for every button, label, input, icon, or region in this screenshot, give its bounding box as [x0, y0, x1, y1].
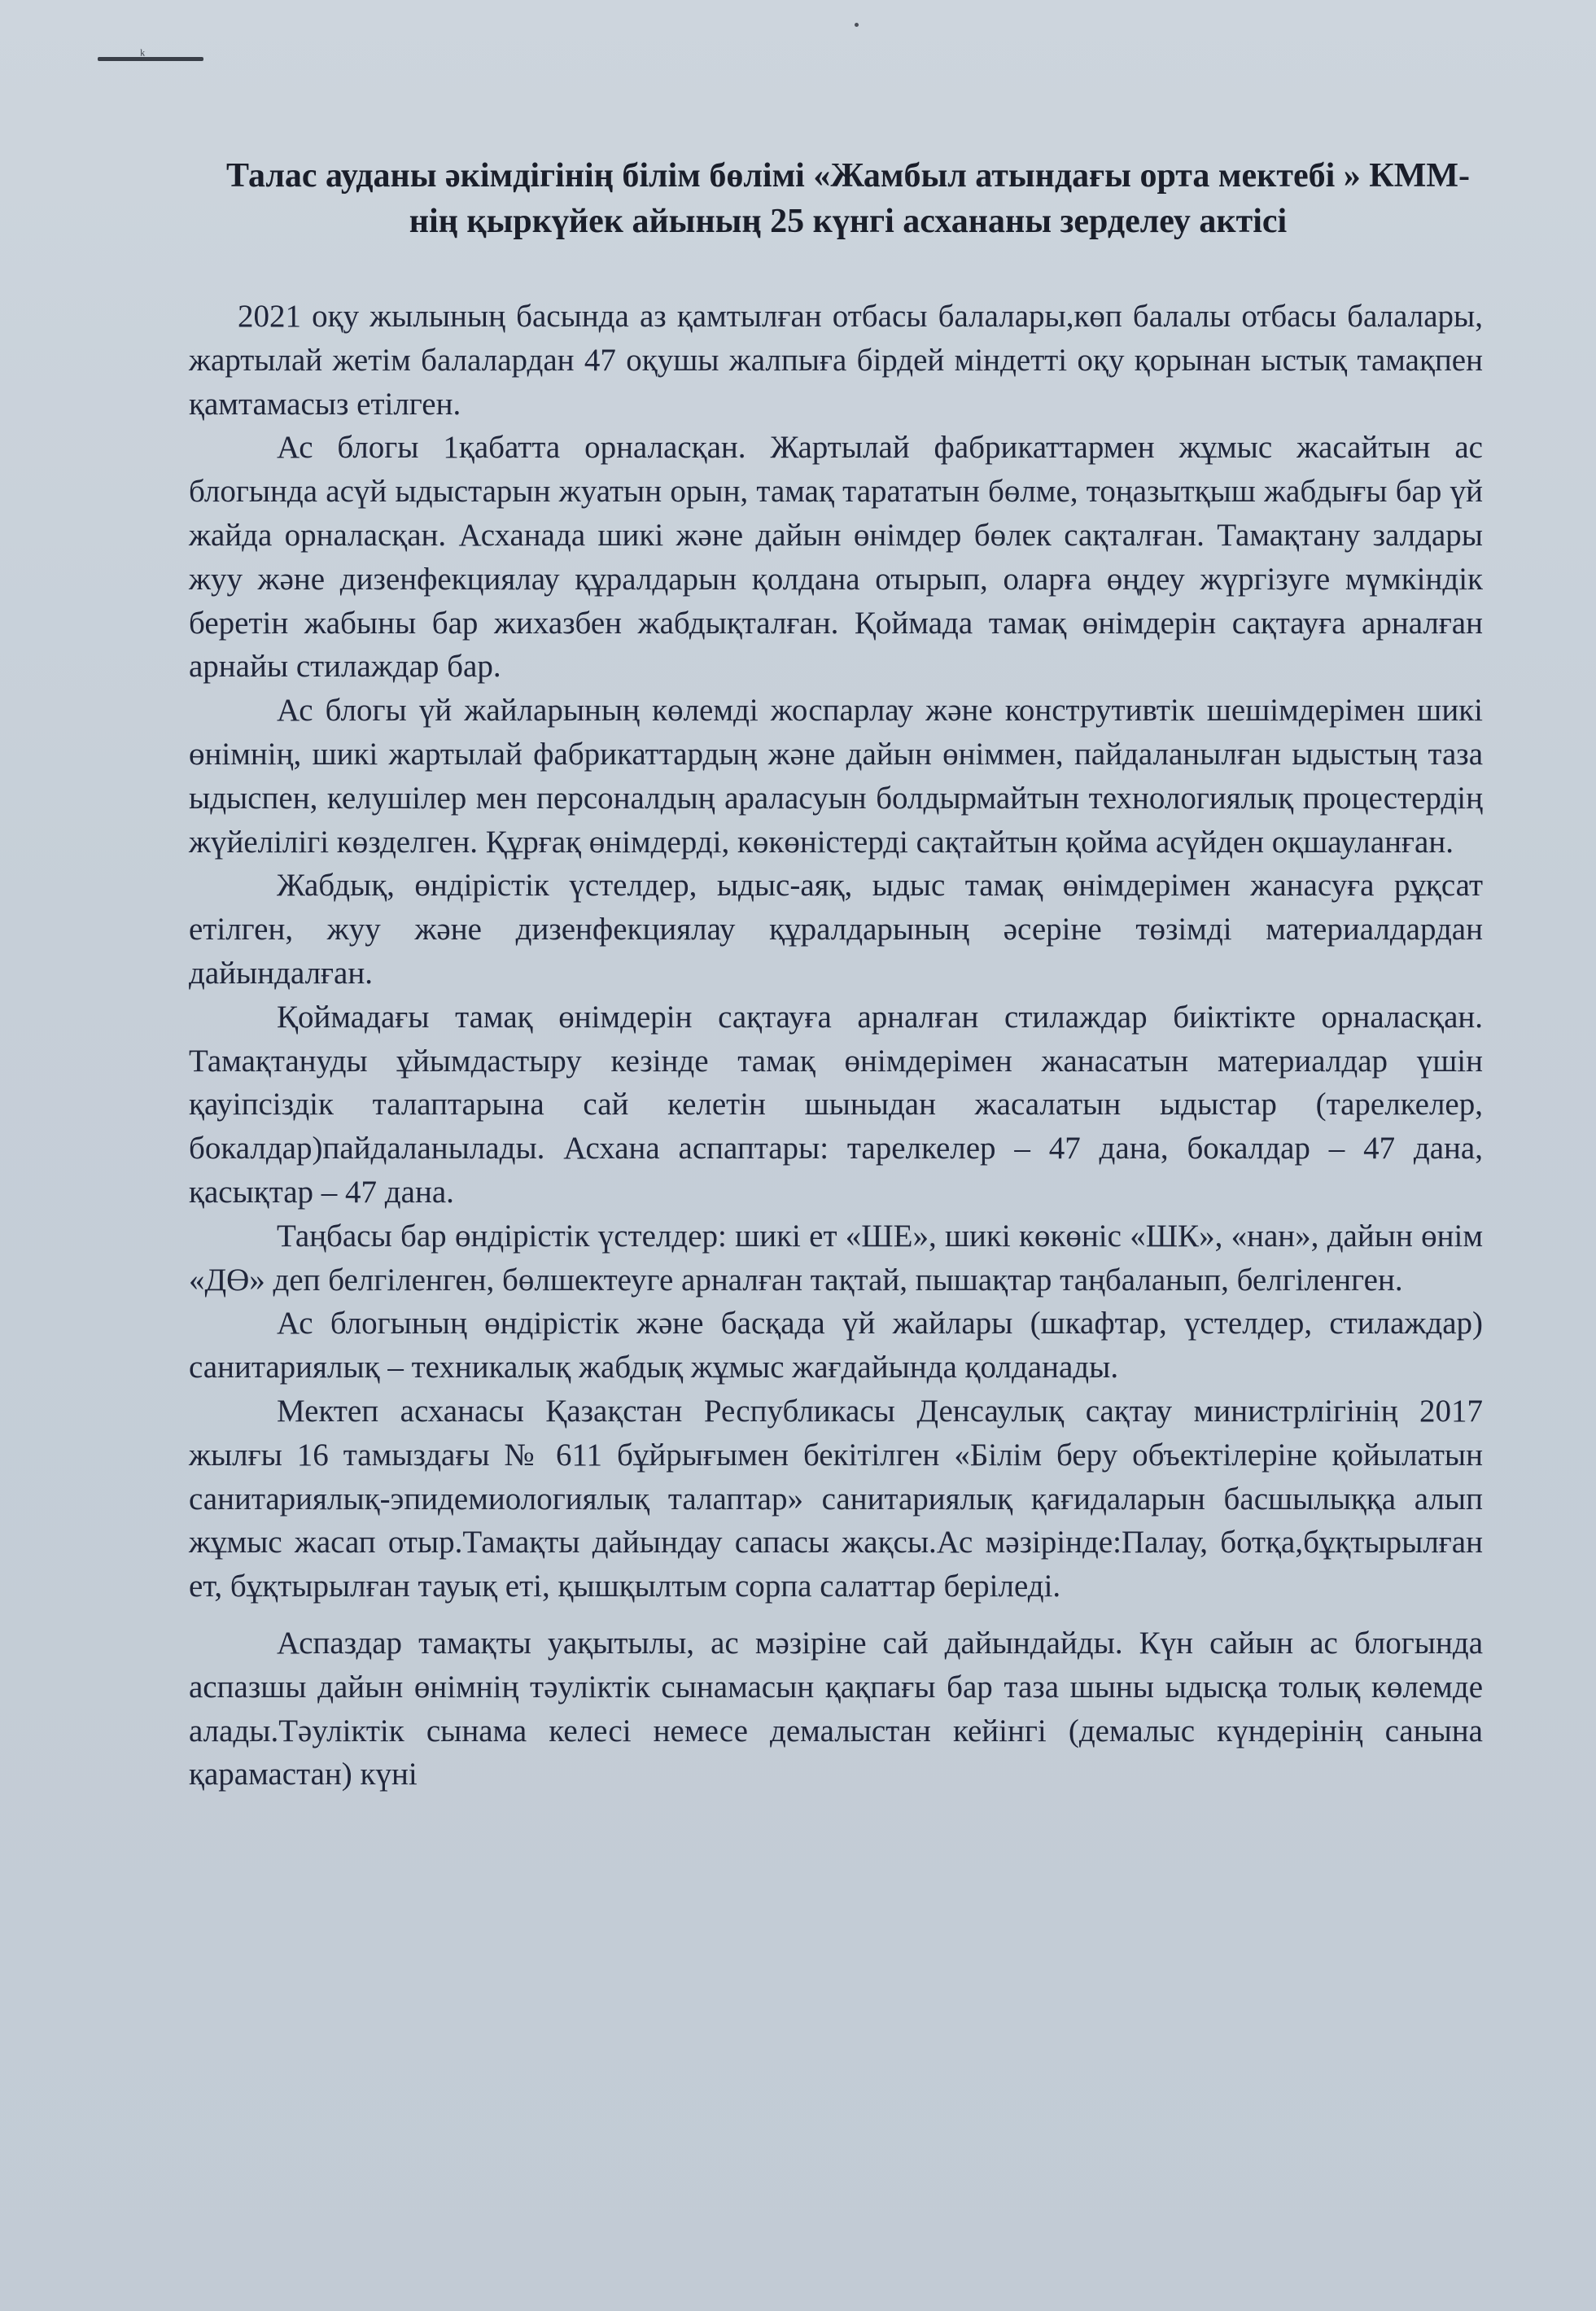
pen-mark-tick: ᵏ [140, 46, 146, 64]
paragraph-1: 2021 оқу жылының басында аз қамтылған отбасы балалары,көп балалы отбасы балалары, жартылай жетім балалардан 47 оқушы жалпыға бірдей міндетті оқу қорынан ыстық тамақпен қамтамасыз етілген. [189, 299, 1483, 422]
paragraph-8: Мектеп асханасы Қазақстан Республикасы Денсаулық сақтау министрлігінің 2017 жылғы 16 тамыздағы № 611 бұйрығымен бекітілген «Білім беру объектілеріне қойылатын санитариялық-эпидемиологиялық талаптар» санитариялық қағидаларын басшылыққа алып жұмыс жасап отыр.Тамақты дайындау сапасы жақсы.Ас мәзірінде:Палау, ботқа,бұқтырылған ет, бұқтырылған тауық еті, қышқылтым сорпа салаттар беріледі. [189, 1393, 1483, 1604]
ink-dot [855, 23, 859, 27]
paragraph-3: Ас блогы үй жайларының көлемді жоспарлау және конструтивтік шешімдерімен шикі өнімнің, шикі жартылай фабрикаттардың және дайын өніммен, пайдаланылған ыдыстың таза ыдыспен, келушілер мен персоналдың араласуын болдырмайтын технологиялық процестердің жүйелілігі көзделген. Құрғақ өнімдерді, көкөністерді сақтайтын қойма асүйден оқшауланған. [189, 693, 1483, 860]
paragraph-7: Ас блогының өндірістік және басқада үй жайлары (шкафтар, үстелдер, стилаждар) санитариялық – техникалық жабдық жұмыс жағдайында қолданады. [189, 1306, 1483, 1385]
paragraph-6: Таңбасы бар өндірістік үстелдер: шикі ет «ШЕ», шикі көкөніс «ШК», «нан», дайын өнім «ДӨ» деп белгіленген, бөлшектеуге арналған тақтай, пышақтар таңбаланып, белгіленген. [189, 1218, 1483, 1298]
document-title: Талас ауданы әкімдігінің білім бөлімі «Жамбыл атындағы орта мектебі » КММ-нің қыркүйек айының 25 күнгі асхананы зерделеу актісі [225, 157, 1471, 240]
paragraph-5: Қоймадағы тамақ өнімдерін сақтауға арналған стилаждар биіктікте орналасқан. Тамақтануды ұйымдастыру кезінде тамақ өнімдерімен жанасатын материалдар үшін қауіпсіздік талаптарына сай келетін шыныдан жасалатын ыдыстар (тарелкелер, бокалдар)пайдаланылады. Асхана аспаптары: тарелкелер – 47 дана, бокалдар – 47 дана, қасықтар – 47 дана. [189, 999, 1483, 1210]
document-sheet [189, 153, 1483, 1797]
pen-mark-line [98, 57, 203, 61]
paragraph-9: Аспаздар тамақты уақытылы, ас мәзіріне сай дайындайды. Күн сайын ас блогында аспазшы дайын өнімнің тәуліктік сынамасын қақпағы бар таза шыны ыдысқа толық көлемде алады.Тәуліктік сынама келесі немесе демалыстан кейінгі (демалыс күндерінің санына қарамастан) күні [189, 1625, 1483, 1792]
pen-mark [98, 46, 203, 64]
document-body [189, 295, 1483, 1797]
paragraph-2: Ас блогы 1қабатта орналасқан. Жартылай фабрикаттармен жұмыс жасайтын ас блогында асүй ыдыстарын жуатын орын, тамақ тарататын бөлме, тоңазытқыш жабдығы бар үй жайда орналасқан. Асханада шикі және дайын өнімдер бөлек сақталған. Тамақтану залдары жуу және дизенфекциялау құралдарын қолдана отырып, оларға өңдеу жүргізуге мүмкіндік беретін жабыны бар жихазбен жабдықталған. Қоймада тамақ өнімдерін сақтауға арналған арнайы стилаждар бар. [189, 430, 1483, 685]
paragraph-4: Жабдық, өндірістік үстелдер, ыдыс-аяқ, ыдыс тамақ өнімдерімен жанасуға рұқсат етілген, жуу және дизенфекциялау құралдарының әсеріне төзімді материалдардан дайындалған. [189, 868, 1483, 991]
